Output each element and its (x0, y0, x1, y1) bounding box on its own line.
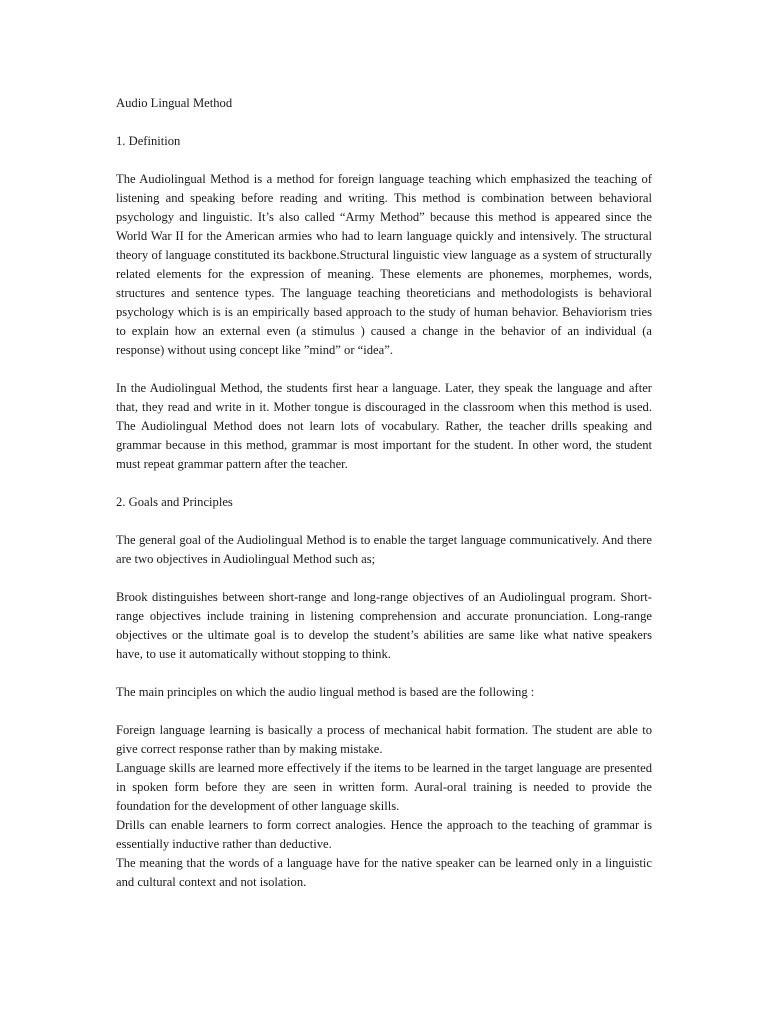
principle-item: Drills can enable learners to form correct analogies. Hence the approach to the teaching of grammar is essentially inductive rather than deductive. (116, 818, 652, 851)
section-heading-definition: 1. Definition (116, 134, 181, 148)
section-heading-goals: 2. Goals and Principles (116, 495, 233, 509)
document-body (116, 94, 652, 892)
objectives-paragraph: Brook distinguishes between short-range and long-range objectives of an Audiolingual program. Short-range objectives include training in listening comprehension and accurate pronunciation. Long-range objectives or the ultimate goal is to develop the student’s abilities are same like what native speakers have, to use it automatically without stopping to think. (116, 590, 652, 661)
goal-paragraph: The general goal of the Audiolingual Method is to enable the target language communicatively. And there are two objectives in Audiolingual Method such as; (116, 533, 652, 566)
principles-intro: The main principles on which the audio lingual method is based are the following : (116, 685, 535, 699)
principle-item: Language skills are learned more effectively if the items to be learned in the target language are presented in spoken form before they are seen in written form. Aural-oral training is needed to provide the foundation for the development of other language skills. (116, 761, 652, 813)
principle-item: The meaning that the words of a language have for the native speaker can be learned only in a linguistic and cultural context and not isolation. (116, 856, 652, 889)
definition-paragraph: The Audiolingual Method is a method for foreign language teaching which emphasized the teaching of listening and speaking before reading and writing. This method is combination between behavioral psychology and linguistic. It’s also called “Army Method” because this method is appeared since the World War II for the American armies who had to learn language quickly and intensively. The structural theory of language constituted its backbone.Structural linguistic view language as a system of structurally related elements for the expression of meaning. These elements are phonemes, morphemes, words, structures and sentence types. The language teaching theoreticians and methodologists is behavioral psychology which is is an empirically based approach to the study of human behavior. Behaviorism tries to explain how an external even (a stimulus ) caused a change in the behavior of an individual (a response) without using concept like ”mind” or “idea”. (116, 172, 652, 357)
document-title: Audio Lingual Method (116, 96, 233, 110)
method-paragraph: In the Audiolingual Method, the students first hear a language. Later, they speak the language and after that, they read and write in it. Mother tongue is discouraged in the classroom when this method is used. The Audiolingual Method does not learn lots of vocabulary. Rather, the teacher drills speaking and grammar because in this method, grammar is most important for the student. In other word, the student must repeat grammar pattern after the teacher. (116, 381, 652, 471)
principle-item: Foreign language learning is basically a process of mechanical habit formation. The student are able to give correct response rather than by making mistake. (116, 723, 652, 756)
